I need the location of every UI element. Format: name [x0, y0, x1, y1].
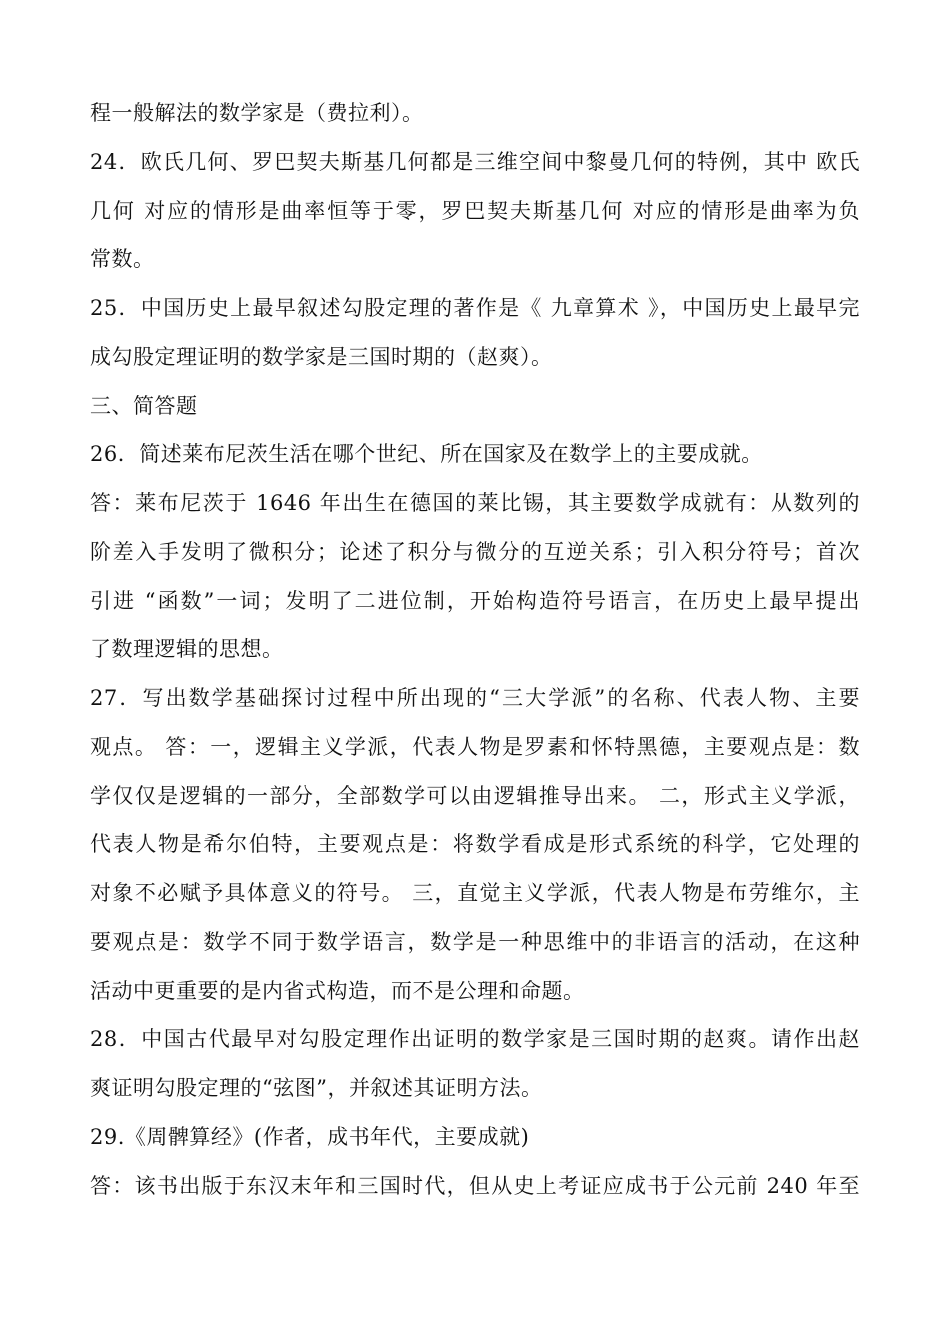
answer-26-line-4: 了数理逻辑的思想。 [90, 637, 284, 662]
question-29: 29.《周髀算经》(作者，成书年代，主要成就) [90, 1124, 530, 1149]
question-27-line-6: 要观点是：数学不同于数学语言，数学是一种思维中的非语言的活动，在这种 [90, 929, 860, 954]
question-27-line-3: 学仅仅是逻辑的一部分，全部数学可以由逻辑推导出来。 二，形式主义学派， [90, 783, 860, 808]
section-heading-short-answer: 三、简答题 [90, 393, 198, 418]
question-24-line-2: 几何 对应的情形是曲率恒等于零，罗巴契夫斯基几何 对应的情形是曲率为负 [90, 198, 860, 223]
text-line-1: 程一般解法的数学家是（费拉利）。 [90, 101, 424, 125]
question-27-line-7: 活动中更重要的是内省式构造，而不是公理和命题。 [90, 978, 585, 1003]
question-24-line-1: 24．欧氏几何、罗巴契夫斯基几何都是三维空间中黎曼几何的特例，其中 欧氏 [90, 149, 860, 174]
answer-26-line-2: 阶差入手发明了微积分；论述了积分与微分的互逆关系；引入积分符号；首次 [90, 539, 860, 564]
question-28-line-1: 28．中国古代最早对勾股定理作出证明的数学家是三国时期的赵爽。请作出赵 [90, 1027, 860, 1052]
question-26: 26．简述莱布尼茨生活在哪个世纪、所在国家及在数学上的主要成就。 [90, 442, 763, 467]
question-27-line-2: 观点。 答：一，逻辑主义学派，代表人物是罗素和怀特黑德，主要观点是：数 [90, 734, 860, 759]
question-24-line-3: 常数。 [90, 247, 155, 272]
question-27-line-1: 27．写出数学基础探讨过程中所出现的“三大学派”的名称、代表人物、主要 [90, 686, 860, 710]
document-page [90, 89, 860, 1210]
question-25-line-1: 25．中国历史上最早叙述勾股定理的著作是《 九章算术 》，中国历史上最早完 [90, 296, 860, 320]
question-27-line-4: 代表人物是希尔伯特，主要观点是：将数学看成是形式系统的科学，它处理的 [90, 832, 860, 857]
answer-26-line-1: 答：莱布尼茨于 1646 年出生在德国的莱比锡，其主要数学成就有：从数列的 [90, 491, 860, 515]
answer-26-line-3: 引进 “函数”一词；发明了二进位制，开始构造符号语言，在历史上最早提出 [90, 588, 860, 613]
question-25-line-2: 成勾股定理证明的数学家是三国时期的（赵爽）。 [90, 344, 553, 369]
question-28-line-2: 爽证明勾股定理的“弦图”，并叙述其证明方法。 [90, 1076, 543, 1100]
answer-29-line-1: 答：该书出版于东汉末年和三国时代，但从史上考证应成书于公元前 240 年至 [90, 1173, 860, 1198]
question-27-line-5: 对象不必赋予具体意义的符号。 三，直觉主义学派，代表人物是布劳维尔，主 [90, 881, 860, 905]
